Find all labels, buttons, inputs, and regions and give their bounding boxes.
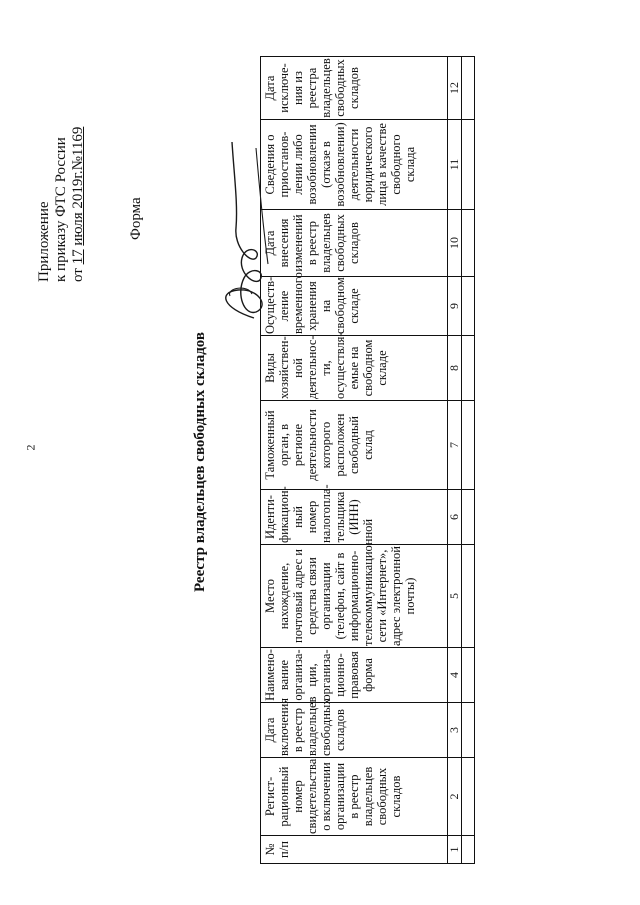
header-cell: Дата включения в реестр владельцев свободных складов [261, 703, 448, 758]
header-cell: Сведения о приостанов-лении либо возобновлении (отказе в возобновлении) деятельности юридического лица в качестве свободного склада [261, 120, 448, 210]
column-number: 6 [448, 490, 462, 545]
header-cell: Виды хозяйствен-ной деятельнос-ти, осуществля-емые на свободном складе [261, 336, 448, 401]
header-row [261, 57, 448, 864]
page-number: 2 [23, 444, 38, 451]
column-number: 4 [448, 648, 462, 703]
handwritten-signature [208, 134, 278, 324]
appendix-line1: Приложение [36, 201, 52, 282]
column-number-row [448, 57, 462, 864]
rotated-document [20, 32, 620, 872]
header-cell: Наимено-вание организа-ции, организа-ционно-правовая форма [261, 648, 448, 703]
column-number: 7 [448, 401, 462, 490]
header-cell: Место нахождение, почтовый адрес и средства связи организации (телефон, сайт в информационно-телекоммуникационной сети «Интернет», адрес электронной почты) [261, 545, 448, 648]
appendix-number: №1169 [70, 126, 86, 171]
empty-cell [462, 836, 475, 864]
column-number: 12 [448, 57, 462, 120]
header-cell: Осуществ-ление временного хранения на свободном складе [261, 277, 448, 336]
empty-cell [462, 210, 475, 277]
header-cell: Таможенный орган, в регионе деятельности которого расположен свободный склад [261, 401, 448, 490]
empty-cell [462, 401, 475, 490]
form-label: Форма [128, 197, 144, 240]
column-number: 5 [448, 545, 462, 648]
appendix-block [36, 72, 87, 282]
appendix-line3 [70, 72, 87, 282]
header-cell: № п/п [261, 836, 448, 864]
appendix-month-year: июля 2019г. [70, 170, 86, 246]
header-cell: Дата внесения изменений в реестр владельцев свободных складов [261, 210, 448, 277]
header-cell: Дата исключе-ния из реестра владельцев свободных складов [261, 57, 448, 120]
empty-cell [462, 703, 475, 758]
appendix-day: 17 [70, 249, 86, 265]
header-cell: Иденти-фикацион-ный номер налогопла-тельщика (ИНН) [261, 490, 448, 545]
empty-cell [462, 57, 475, 120]
registry-table [260, 56, 475, 864]
empty-cell [462, 490, 475, 545]
appendix-prefix: от [70, 268, 86, 282]
column-number: 2 [448, 758, 462, 836]
column-number: 9 [448, 277, 462, 336]
column-number: 3 [448, 703, 462, 758]
column-number: 8 [448, 336, 462, 401]
column-number: 1 [448, 836, 462, 864]
empty-cell [462, 336, 475, 401]
empty-cell [462, 758, 475, 836]
empty-cell [462, 120, 475, 210]
appendix-line2: к приказу ФТС России [53, 137, 69, 282]
column-number: 10 [448, 210, 462, 277]
empty-cell [462, 545, 475, 648]
empty-data-row [462, 57, 475, 864]
column-number: 11 [448, 120, 462, 210]
empty-cell [462, 648, 475, 703]
document-title: Реестр владельцев свободных складов [192, 331, 208, 593]
empty-cell [462, 277, 475, 336]
header-cell: Регист-рационный номер свидетельства о включении организации в реестр владельцев свободных складов [261, 758, 448, 836]
